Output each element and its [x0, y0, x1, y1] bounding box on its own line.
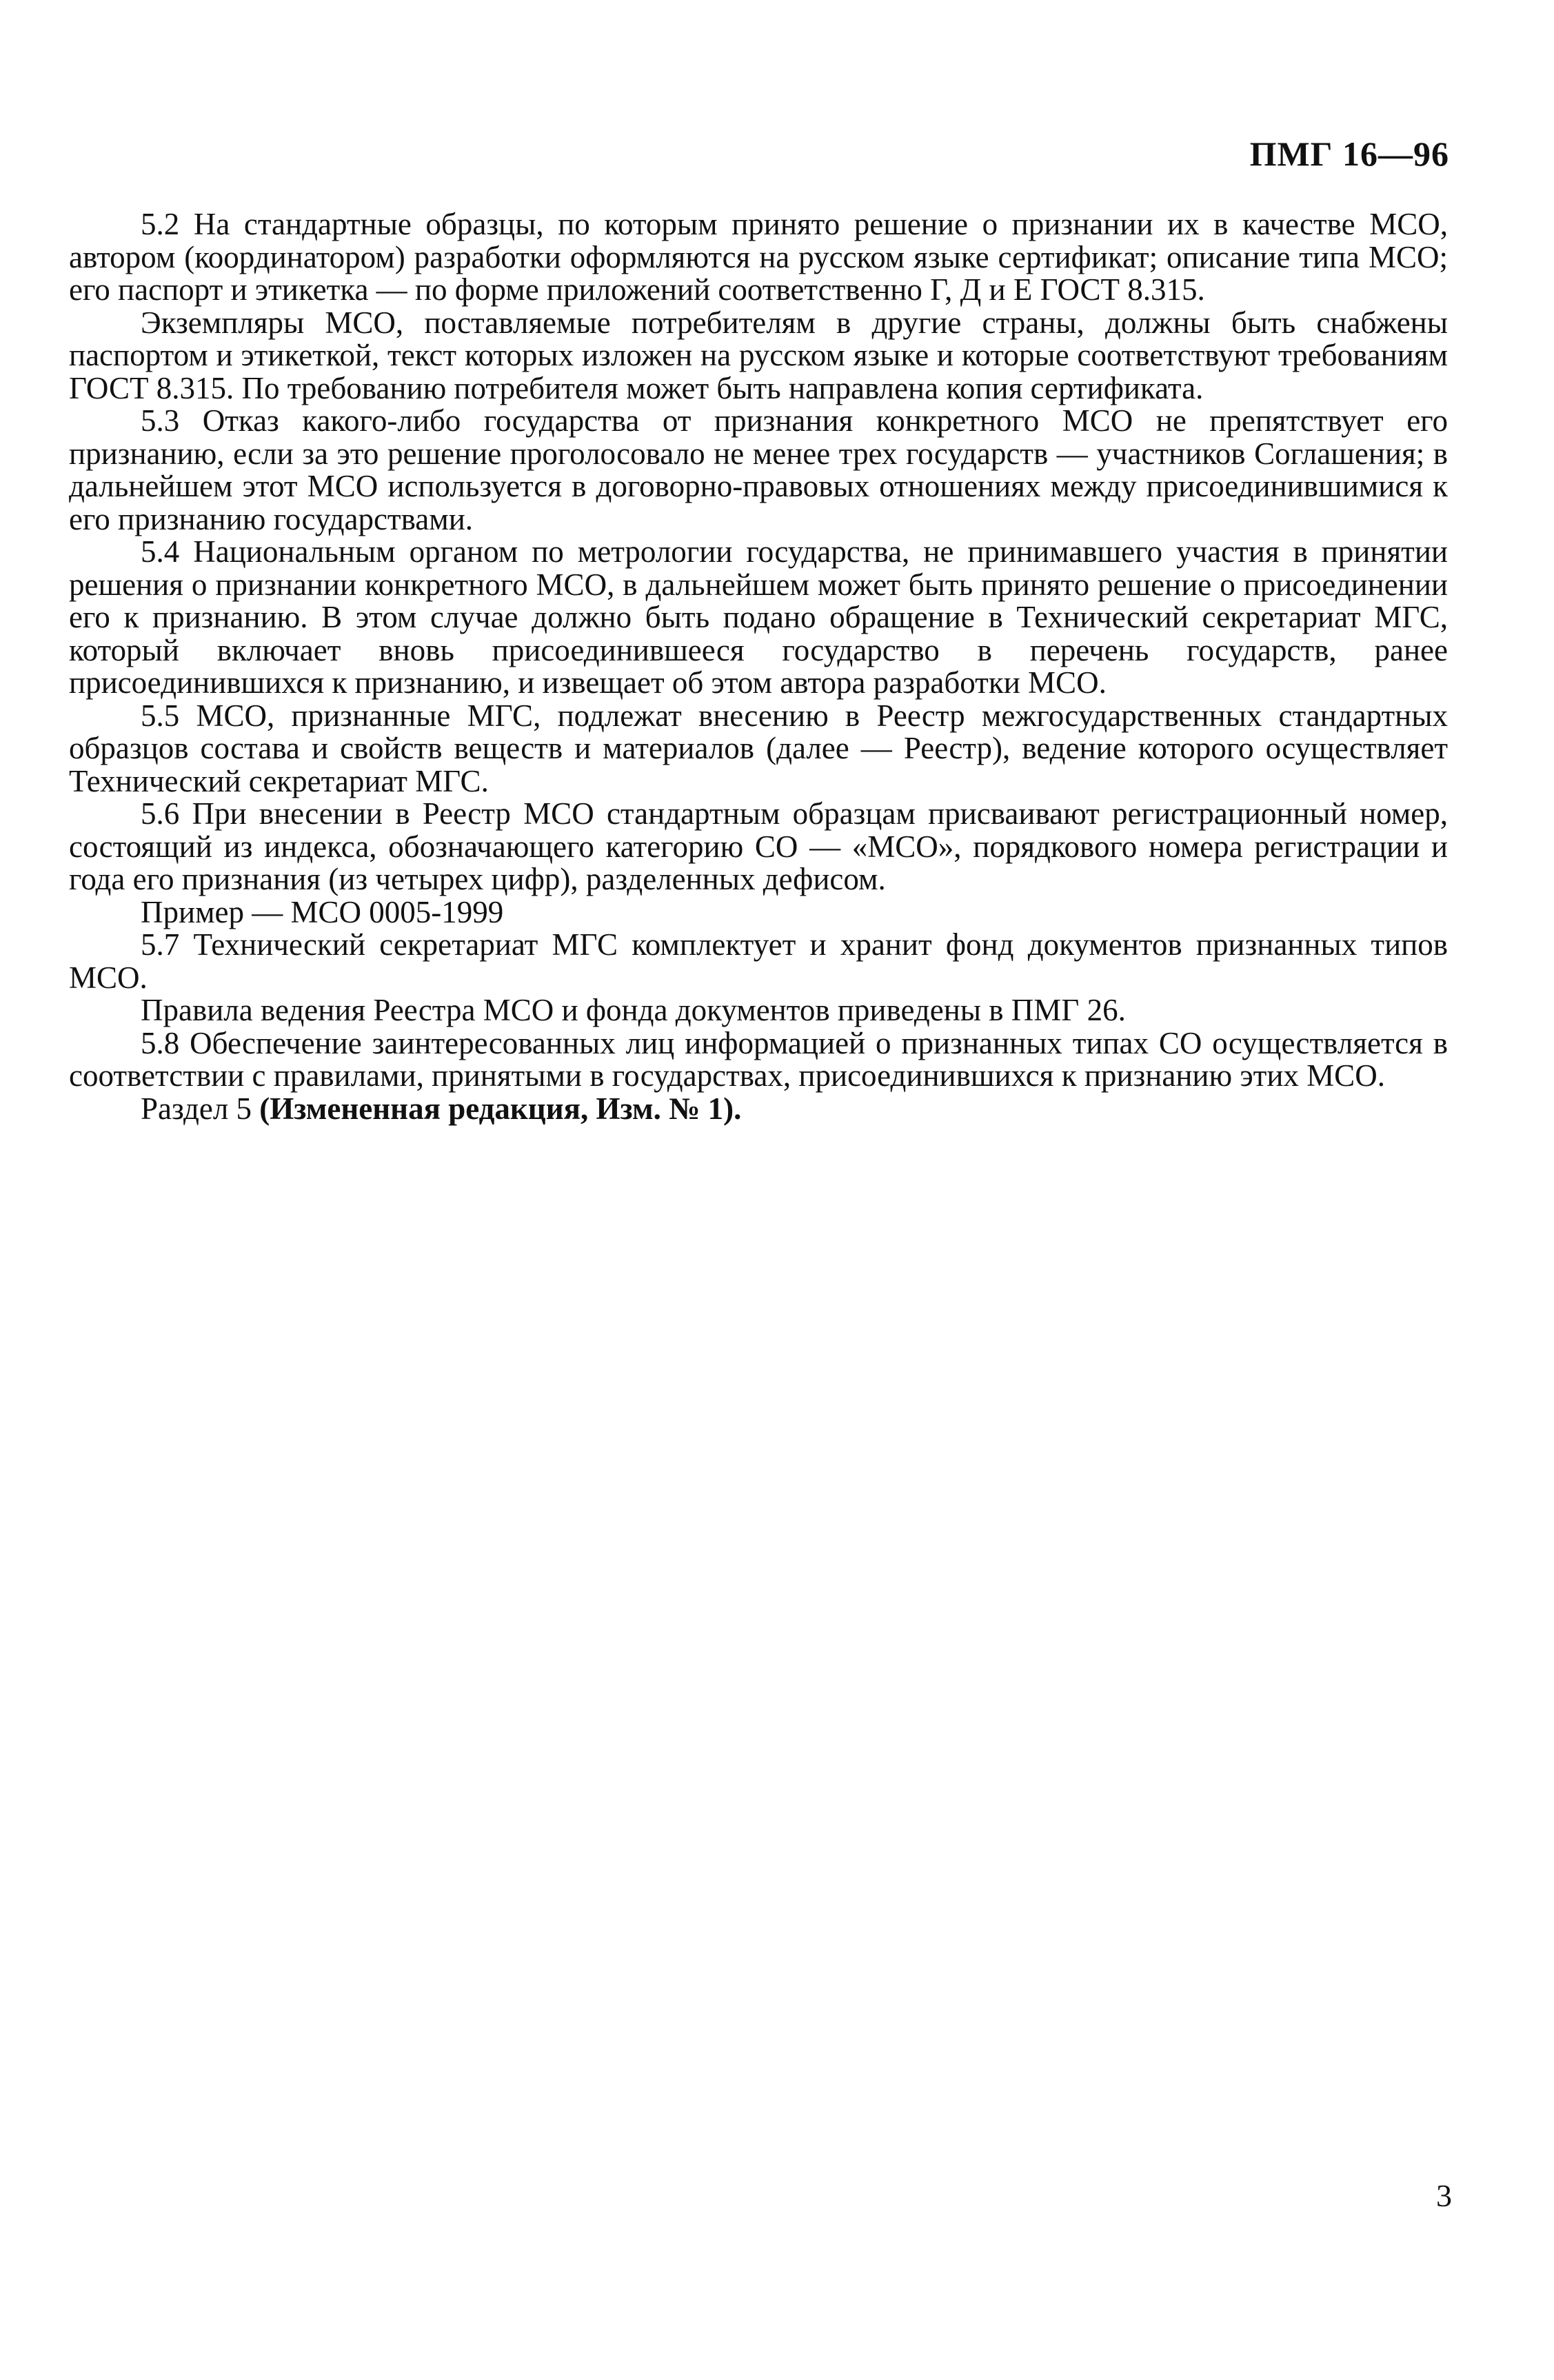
paragraph-5-6: 5.6 При внесении в Реестр МСО стандартным образцам присваивают регистрационный номер, состоящий из индекса, обозначающего категорию СО — «МСО», порядкового номера регистрации и года его признания (из четырех цифр), разделенных дефисом. — [69, 796, 1448, 896]
amendment-bold-text: (Измененная редакция, Изм. № 1). — [259, 1091, 742, 1126]
paragraph-5-3: 5.3 Отказ какого-либо государства от признания конкретного МСО не препятствует его признанию, если за это решение проголосовало не менее трех государств — участников Соглашения; в дальнейшем этот МСО используется в договорно-правовых отношениях между присоединившимися к его признанию государствами. — [69, 403, 1448, 536]
paragraph-copies-supply: Экземпляры МСО, поставляемые потребителям в другие страны, должны быть снабжены паспортом и этикеткой, текст которых изложен на русском языке и которые соответствуют требованиям ГОСТ 8.315. По требованию потребителя может быть направлена копия сертификата. — [69, 305, 1448, 405]
paragraph-5-5: 5.5 МСО, признанные МГС, подлежат внесению в Реестр межгосударственных стандартных образцов состава и свойств веществ и материалов (далее — Реестр), ведение которого осуществляет Технический секретариат МГС. — [69, 698, 1448, 798]
page-number: 3 — [1436, 2178, 1452, 2213]
example-line: Пример — МСО 0005-1999 — [141, 894, 504, 929]
document-code-header: ПМГ 16—96 — [1249, 134, 1449, 173]
section-5-body — [69, 208, 1448, 1125]
amendment-note — [69, 1093, 1448, 1126]
paragraph-5-8: 5.8 Обеспечение заинтересованных лиц информацией о признанных типах СО осуществляется в соответствии с правилами, принятыми в государствах, присоединившихся к признанию этих МСО. — [69, 1025, 1448, 1093]
paragraph-5-4: 5.4 Национальным органом по метрологии государства, не принимавшего участия в принятии решения о признании конкретного МСО, в дальнейшем может быть принято решение о присоединении его к признанию. В этом случае должно быть подано обращение в Технический секретариат МГС, который включает вновь присоединившееся государство в перечень государств, ранее присоединившихся к признанию, и извещает об этом автора разработки МСО. — [69, 534, 1448, 700]
amendment-prefix: Раздел 5 — [141, 1091, 260, 1126]
paragraph-5-2: 5.2 На стандартные образцы, по которым принято решение о признании их в качестве МСО, автором (координатором) разработки оформляются на русском языке сертификат; описание типа МСО; его паспорт и этикетка — по форме приложений соответственно Г, Д и Е ГОСТ 8.315. — [69, 207, 1448, 307]
paragraph-registry-rules: Правила ведения Реестра МСО и фонда документов приведены в ПМГ 26. — [141, 993, 1126, 1027]
paragraph-5-7: 5.7 Технический секретариат МГС комплектует и хранит фонд документов признанных типов МСО. — [69, 927, 1448, 995]
